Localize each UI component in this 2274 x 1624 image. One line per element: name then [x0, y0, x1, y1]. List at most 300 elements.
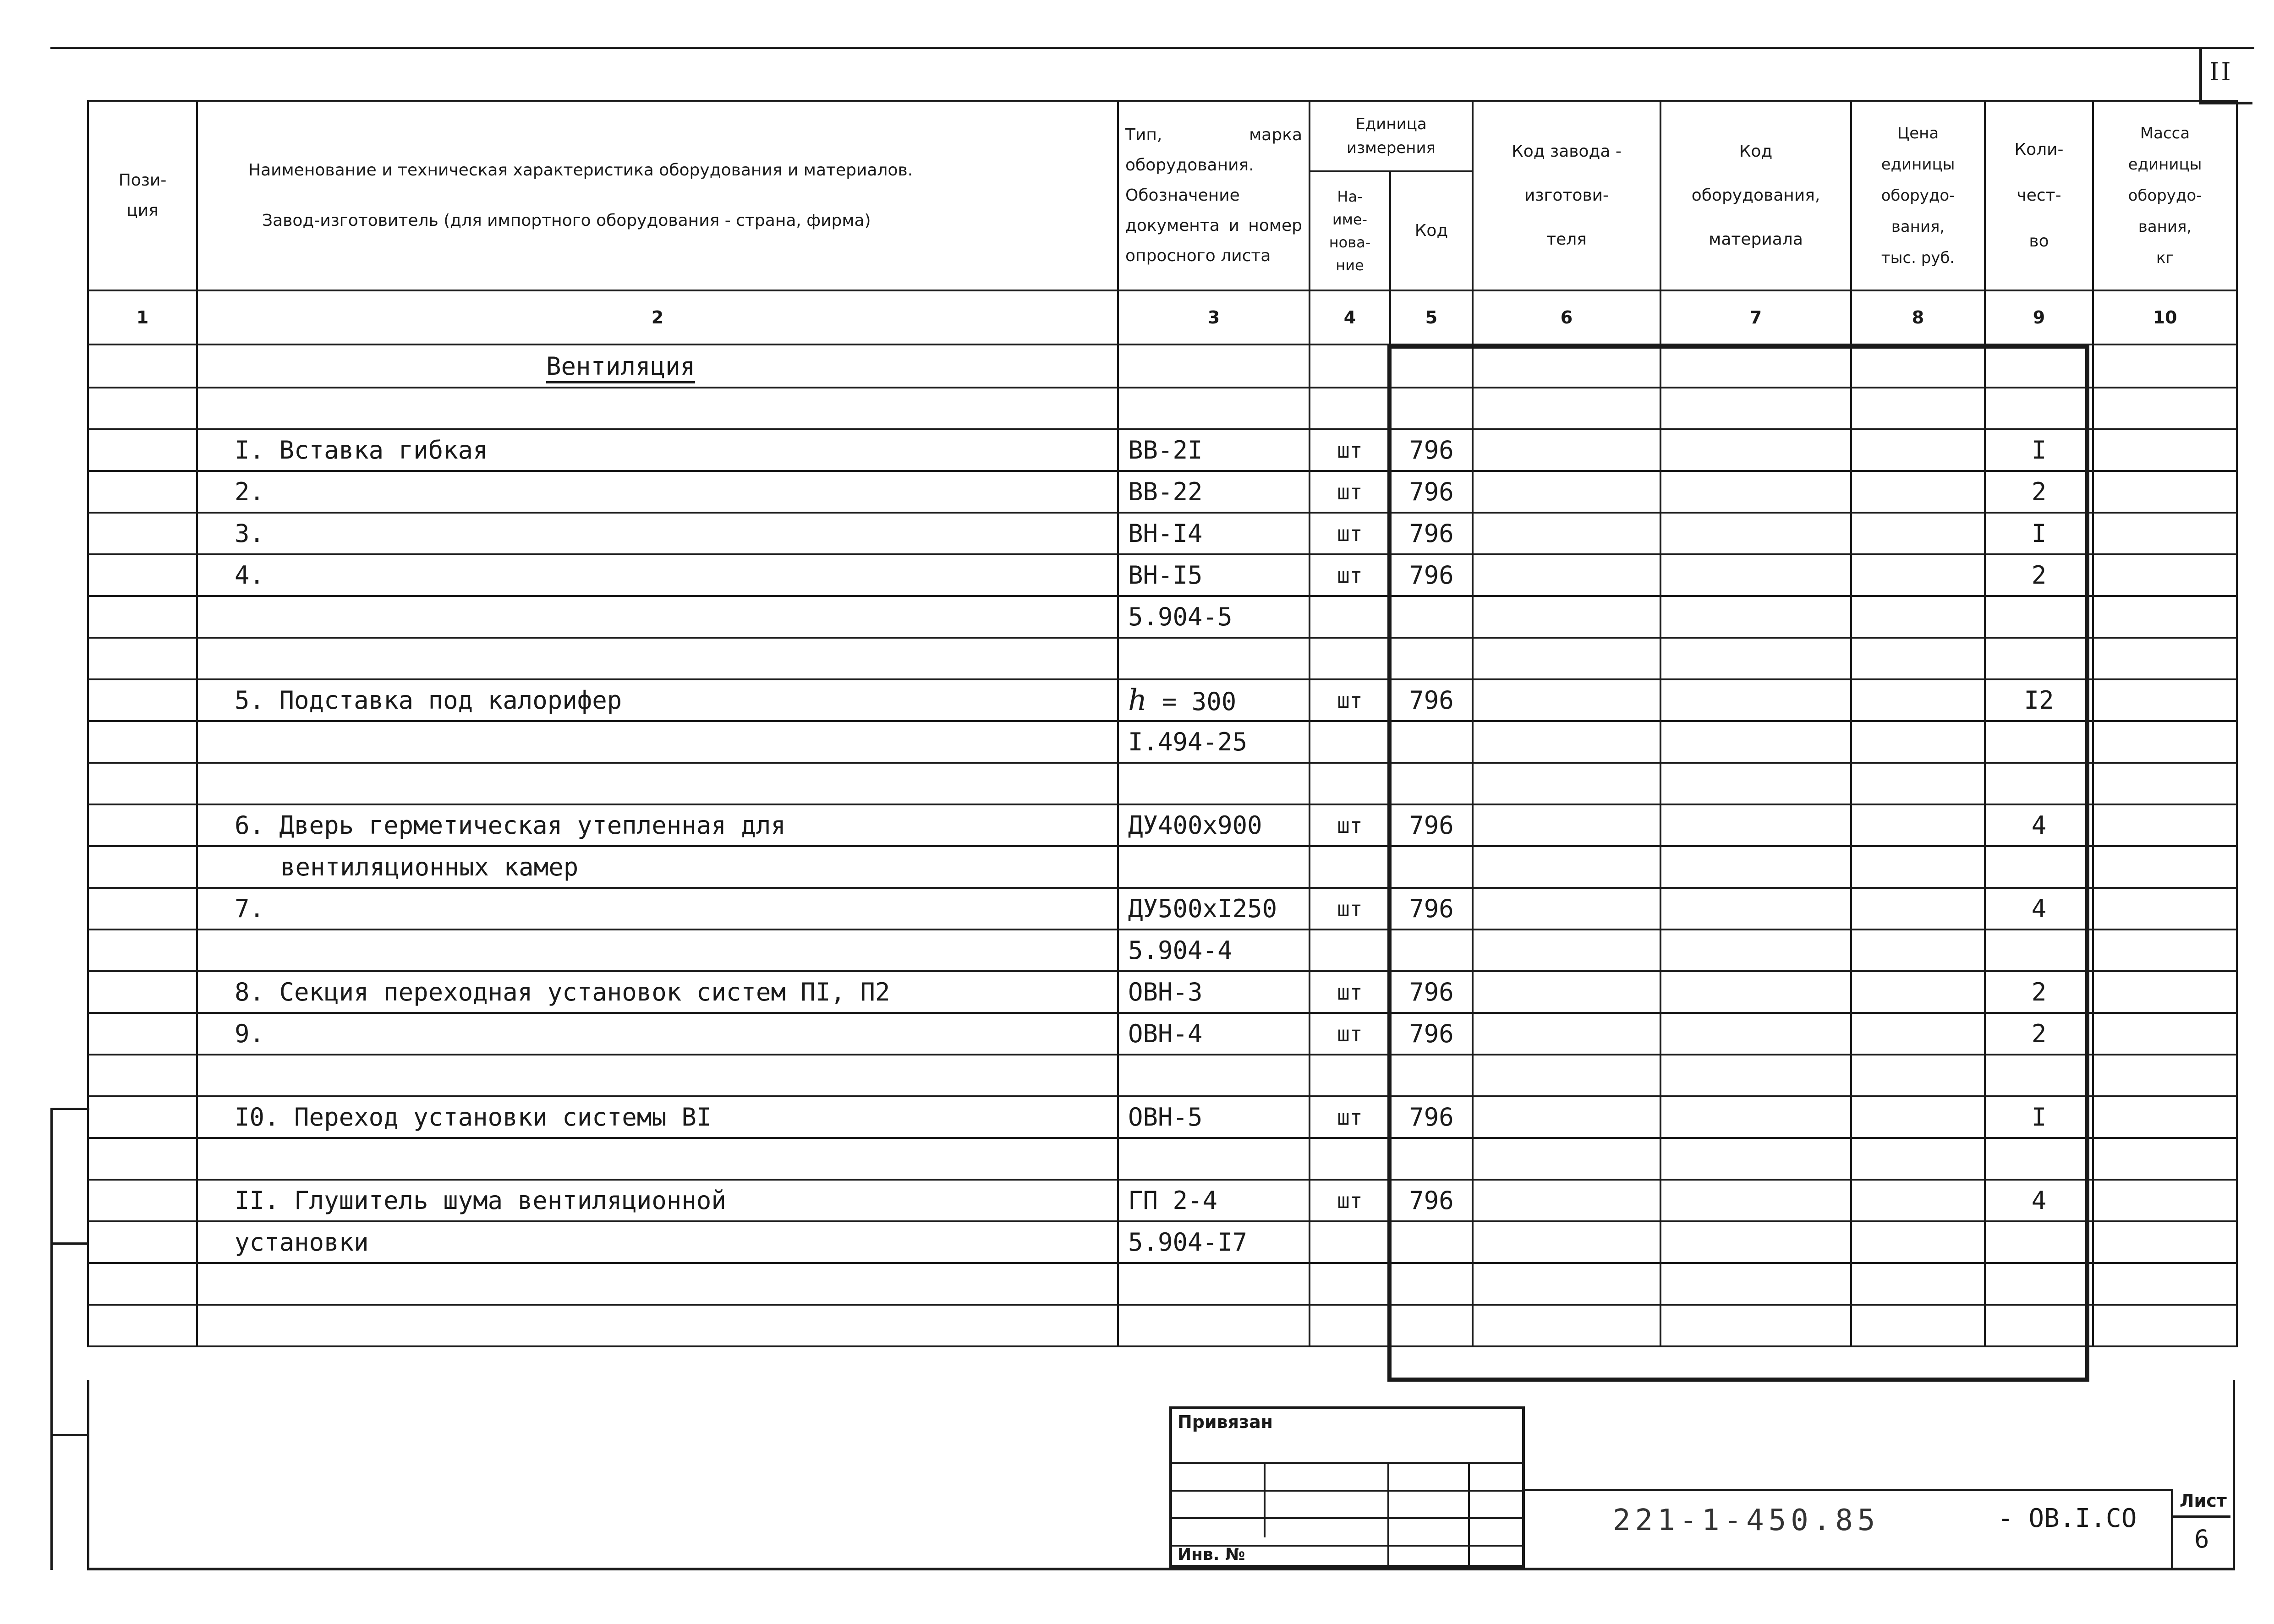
header-mass-text: Масса единицы оборудо- вания, кг — [2128, 124, 2202, 267]
row-position — [88, 513, 197, 554]
row-type: 5.904-I7 — [1118, 1221, 1310, 1263]
header-mass — [2093, 101, 2237, 290]
header-position-text: Пози- ция — [118, 171, 167, 220]
row-quantity — [1985, 1305, 2093, 1346]
column-number-2: 2 — [197, 290, 1118, 344]
header-unit-code: Код — [1390, 171, 1473, 290]
row-equipment-code — [1660, 471, 1851, 513]
row-position — [88, 1180, 197, 1221]
section-heading-pos — [88, 344, 197, 388]
row-factory-code — [1473, 804, 1660, 846]
row-name — [197, 1138, 1118, 1180]
column-number-5: 5 — [1390, 290, 1473, 344]
header-unit-name — [1310, 171, 1390, 290]
row-name — [197, 638, 1118, 679]
row-equipment-code — [1660, 888, 1851, 930]
row-unit — [1310, 638, 1390, 679]
row-quantity: 2 — [1985, 971, 2093, 1013]
row-factory-code — [1473, 596, 1660, 638]
row-mass — [2093, 804, 2237, 846]
sheet-box-divider — [2173, 1515, 2230, 1518]
row-unit-code — [1390, 596, 1473, 638]
row-unit-code — [1390, 846, 1473, 888]
row-quantity: 4 — [1985, 888, 2093, 930]
section-title: Вентиляция — [546, 351, 696, 381]
row-equipment-code — [1660, 679, 1851, 721]
row-type: I.494-25 — [1118, 721, 1310, 763]
row-equipment-code — [1660, 763, 1851, 804]
column-number-7: 7 — [1660, 290, 1851, 344]
row-mass — [2093, 1221, 2237, 1263]
row-type: ОВН-4 — [1118, 1013, 1310, 1055]
row-quantity — [1985, 1138, 2093, 1180]
row-quantity: I — [1985, 429, 2093, 471]
row-name: 7. — [197, 888, 1118, 930]
height-value: = 300 — [1147, 687, 1237, 716]
row-factory-code — [1473, 1221, 1660, 1263]
row-type — [1118, 388, 1310, 429]
row-equipment-code — [1660, 429, 1851, 471]
document-code: - ОВ.I.СО — [1998, 1504, 2137, 1533]
row-factory-code — [1473, 429, 1660, 471]
row-type — [1118, 1305, 1310, 1346]
row-unit-code: 796 — [1390, 471, 1473, 513]
header-equipment-code-text: Код оборудования, материала — [1691, 142, 1820, 249]
row-equipment-code — [1660, 388, 1851, 429]
table-row — [88, 1013, 2237, 1055]
section-heading-type — [1118, 344, 1310, 388]
row-unit-code — [1390, 1055, 1473, 1096]
table-row — [88, 1096, 2237, 1138]
row-price — [1851, 1221, 1985, 1263]
row-position — [88, 471, 197, 513]
header-factory-code-text: Код завода - изготови- теля — [1512, 142, 1622, 249]
row-price — [1851, 888, 1985, 930]
stamp-line — [1264, 1462, 1266, 1537]
row-name — [197, 1055, 1118, 1096]
row-mass — [2093, 471, 2237, 513]
row-unit — [1310, 1138, 1390, 1180]
row-unit-code — [1390, 1305, 1473, 1346]
section-heading-equip — [1660, 344, 1851, 388]
row-mass — [2093, 1096, 2237, 1138]
row-price — [1851, 930, 1985, 971]
row-mass — [2093, 1013, 2237, 1055]
specification-table — [87, 100, 2238, 1347]
row-price — [1851, 1096, 1985, 1138]
row-equipment-code — [1660, 596, 1851, 638]
row-unit-code: 796 — [1390, 679, 1473, 721]
row-type — [1118, 679, 1310, 721]
row-quantity: 2 — [1985, 471, 2093, 513]
row-unit — [1310, 1263, 1390, 1305]
row-unit: шт — [1310, 1096, 1390, 1138]
row-unit — [1310, 1055, 1390, 1096]
row-quantity — [1985, 846, 2093, 888]
row-unit: шт — [1310, 1013, 1390, 1055]
row-unit-code — [1390, 388, 1473, 429]
row-equipment-code — [1660, 1096, 1851, 1138]
row-name: 5. Подставка под калорифер — [197, 679, 1118, 721]
section-heading-factory — [1473, 344, 1660, 388]
row-equipment-code — [1660, 846, 1851, 888]
row-name — [197, 1305, 1118, 1346]
row-unit-code: 796 — [1390, 1096, 1473, 1138]
left-margin-divider — [50, 1434, 87, 1436]
row-type: ВВ-22 — [1118, 471, 1310, 513]
table-row — [88, 1263, 2237, 1305]
row-factory-code — [1473, 513, 1660, 554]
row-quantity: 4 — [1985, 804, 2093, 846]
row-name: II. Глушитель шума вентиляционной — [197, 1180, 1118, 1221]
row-price — [1851, 721, 1985, 763]
binding-stamp — [1169, 1406, 1525, 1568]
row-name — [197, 596, 1118, 638]
row-price — [1851, 1055, 1985, 1096]
row-factory-code — [1473, 554, 1660, 596]
header-price — [1851, 101, 1985, 290]
table-row — [88, 1138, 2237, 1180]
header-quantity — [1985, 101, 2093, 290]
table-row — [88, 721, 2237, 763]
row-factory-code — [1473, 1180, 1660, 1221]
row-unit — [1310, 1305, 1390, 1346]
header-name-line2: Завод-изготовитель (для импортного оборудования - страна, фирма) — [262, 211, 871, 230]
row-mass — [2093, 971, 2237, 1013]
row-position — [88, 1305, 197, 1346]
row-name: 9. — [197, 1013, 1118, 1055]
column-number-10: 10 — [2093, 290, 2237, 344]
row-unit-code: 796 — [1390, 554, 1473, 596]
row-unit: шт — [1310, 429, 1390, 471]
row-price — [1851, 596, 1985, 638]
row-position — [88, 846, 197, 888]
row-quantity — [1985, 596, 2093, 638]
row-type — [1118, 638, 1310, 679]
row-unit-code — [1390, 1263, 1473, 1305]
row-mass — [2093, 888, 2237, 930]
row-mass — [2093, 930, 2237, 971]
row-position — [88, 1221, 197, 1263]
row-factory-code — [1473, 638, 1660, 679]
row-unit-code — [1390, 930, 1473, 971]
table-row — [88, 763, 2237, 804]
row-equipment-code — [1660, 930, 1851, 971]
row-unit-code — [1390, 763, 1473, 804]
table-row — [88, 888, 2237, 930]
row-quantity: I2 — [1985, 679, 2093, 721]
header-equipment-code — [1660, 101, 1851, 290]
section-heading-price — [1851, 344, 1985, 388]
row-type — [1118, 763, 1310, 804]
row-type: ОВН-5 — [1118, 1096, 1310, 1138]
row-position — [88, 804, 197, 846]
row-position — [88, 763, 197, 804]
stamp-line — [1468, 1462, 1470, 1565]
row-factory-code — [1473, 679, 1660, 721]
row-position — [88, 679, 197, 721]
table-row — [88, 804, 2237, 846]
row-quantity: 4 — [1985, 1180, 2093, 1221]
table-row — [88, 1180, 2237, 1221]
table-row — [88, 513, 2237, 554]
row-unit: шт — [1310, 888, 1390, 930]
row-position — [88, 1263, 197, 1305]
row-mass — [2093, 846, 2237, 888]
row-equipment-code — [1660, 513, 1851, 554]
table-row — [88, 930, 2237, 971]
row-equipment-code — [1660, 638, 1851, 679]
row-quantity: 2 — [1985, 554, 2093, 596]
row-price — [1851, 1305, 1985, 1346]
left-margin-divider — [50, 1242, 87, 1245]
row-unit — [1310, 930, 1390, 971]
row-position — [88, 930, 197, 971]
row-mass — [2093, 1180, 2237, 1221]
row-unit — [1310, 763, 1390, 804]
row-name: 6. Дверь герметическая утепленная для — [197, 804, 1118, 846]
row-type: ОВН-3 — [1118, 971, 1310, 1013]
header-unit-name-text: На- име- нова- ние — [1329, 188, 1371, 274]
table-row — [88, 971, 2237, 1013]
row-unit-code — [1390, 1138, 1473, 1180]
row-mass — [2093, 679, 2237, 721]
row-price — [1851, 846, 1985, 888]
row-unit-code: 796 — [1390, 971, 1473, 1013]
row-price — [1851, 1138, 1985, 1180]
row-name: I. Вставка гибкая — [197, 429, 1118, 471]
row-unit-code — [1390, 1221, 1473, 1263]
row-name — [197, 763, 1118, 804]
row-factory-code — [1473, 763, 1660, 804]
row-unit — [1310, 596, 1390, 638]
row-unit: шт — [1310, 679, 1390, 721]
row-equipment-code — [1660, 1221, 1851, 1263]
row-factory-code — [1473, 930, 1660, 971]
row-equipment-code — [1660, 804, 1851, 846]
row-quantity — [1985, 721, 2093, 763]
row-type: ГП 2-4 — [1118, 1180, 1310, 1221]
row-unit: шт — [1310, 554, 1390, 596]
row-factory-code — [1473, 721, 1660, 763]
row-mass — [2093, 1305, 2237, 1346]
column-number-3: 3 — [1118, 290, 1310, 344]
row-mass — [2093, 596, 2237, 638]
row-position — [88, 1096, 197, 1138]
row-type — [1118, 1263, 1310, 1305]
header-name — [197, 101, 1118, 290]
row-name: установки — [197, 1221, 1118, 1263]
row-position — [88, 638, 197, 679]
row-type: ВН-I4 — [1118, 513, 1310, 554]
row-name: 8. Секция переходная установок систем ПI, П2 — [197, 971, 1118, 1013]
table-row — [88, 429, 2237, 471]
row-type: 5.904-4 — [1118, 930, 1310, 971]
column-number-1: 1 — [88, 290, 197, 344]
row-quantity — [1985, 930, 2093, 971]
row-name — [197, 1263, 1118, 1305]
section-heading-row — [88, 344, 2237, 388]
table-row — [88, 638, 2237, 679]
table-row — [88, 1221, 2237, 1263]
row-unit: шт — [1310, 1180, 1390, 1221]
row-unit — [1310, 721, 1390, 763]
row-unit: шт — [1310, 471, 1390, 513]
title-block-area — [87, 1380, 2235, 1570]
table-row — [88, 846, 2237, 888]
row-equipment-code — [1660, 1055, 1851, 1096]
row-unit — [1310, 1221, 1390, 1263]
column-number-row — [88, 290, 2237, 344]
row-position — [88, 1138, 197, 1180]
row-position — [88, 1013, 197, 1055]
row-position — [88, 721, 197, 763]
table-row — [88, 1055, 2237, 1096]
row-mass — [2093, 1055, 2237, 1096]
row-mass — [2093, 554, 2237, 596]
row-price — [1851, 1180, 1985, 1221]
row-unit-code: 796 — [1390, 804, 1473, 846]
row-unit: шт — [1310, 971, 1390, 1013]
row-position — [88, 554, 197, 596]
row-unit: шт — [1310, 804, 1390, 846]
header-name-line1: Наименование и техническая характеристика оборудования и материалов. — [248, 161, 913, 180]
row-equipment-code — [1660, 1180, 1851, 1221]
row-mass — [2093, 763, 2237, 804]
row-quantity — [1985, 763, 2093, 804]
row-type — [1118, 1138, 1310, 1180]
row-name — [197, 930, 1118, 971]
document-number: 221-1-450.85 — [1613, 1504, 1880, 1537]
row-equipment-code — [1660, 1263, 1851, 1305]
row-unit-code: 796 — [1390, 1180, 1473, 1221]
section-heading-unit — [1310, 344, 1390, 388]
row-factory-code — [1473, 1305, 1660, 1346]
top-border-line — [50, 47, 2254, 49]
corner-label: II — [2209, 57, 2233, 86]
column-number-4: 4 — [1310, 290, 1390, 344]
stamp-inventory-label: Инв. № — [1178, 1545, 1245, 1564]
table-row — [88, 471, 2237, 513]
left-margin-box — [50, 1108, 89, 1570]
row-name: I0. Переход установки системы ВI — [197, 1096, 1118, 1138]
row-factory-code — [1473, 1096, 1660, 1138]
row-factory-code — [1473, 471, 1660, 513]
row-price — [1851, 679, 1985, 721]
row-name — [197, 388, 1118, 429]
row-mass — [2093, 513, 2237, 554]
table-row — [88, 554, 2237, 596]
row-price — [1851, 1013, 1985, 1055]
row-mass — [2093, 388, 2237, 429]
table-row — [88, 679, 2237, 721]
row-factory-code — [1473, 1263, 1660, 1305]
row-price — [1851, 804, 1985, 846]
row-price — [1851, 971, 1985, 1013]
row-price — [1851, 471, 1985, 513]
row-quantity — [1985, 1221, 2093, 1263]
row-mass — [2093, 429, 2237, 471]
header-unit-group: Единица измерения — [1310, 101, 1473, 171]
row-type: ВН-I5 — [1118, 554, 1310, 596]
row-type: ДУ500хI250 — [1118, 888, 1310, 930]
row-mass — [2093, 721, 2237, 763]
table-row — [88, 1305, 2237, 1346]
header-position — [88, 101, 197, 290]
row-name — [197, 721, 1118, 763]
title-block-line — [1525, 1489, 2171, 1491]
row-equipment-code — [1660, 721, 1851, 763]
row-equipment-code — [1660, 1305, 1851, 1346]
row-quantity: I — [1985, 513, 2093, 554]
row-position — [88, 971, 197, 1013]
column-number-8: 8 — [1851, 290, 1985, 344]
sheet-number: 6 — [2194, 1525, 2209, 1553]
section-heading-mass — [2093, 344, 2237, 388]
sheet-number-box — [2171, 1489, 2230, 1568]
row-unit-code: 796 — [1390, 1013, 1473, 1055]
row-unit-code: 796 — [1390, 429, 1473, 471]
row-position — [88, 1055, 197, 1096]
row-name: 2. — [197, 471, 1118, 513]
row-factory-code — [1473, 1138, 1660, 1180]
row-type: 5.904-5 — [1118, 596, 1310, 638]
row-factory-code — [1473, 388, 1660, 429]
row-unit: шт — [1310, 513, 1390, 554]
row-quantity — [1985, 388, 2093, 429]
row-price — [1851, 388, 1985, 429]
row-unit-code — [1390, 638, 1473, 679]
height-variable: h — [1128, 683, 1147, 717]
row-position — [88, 596, 197, 638]
row-quantity: I — [1985, 1096, 2093, 1138]
row-name: 3. — [197, 513, 1118, 554]
stamp-title: Привязан — [1178, 1412, 1273, 1432]
row-quantity: 2 — [1985, 1013, 2093, 1055]
column-number-9: 9 — [1985, 290, 2093, 344]
row-equipment-code — [1660, 1138, 1851, 1180]
row-unit-code: 796 — [1390, 888, 1473, 930]
row-mass — [2093, 638, 2237, 679]
row-unit — [1310, 388, 1390, 429]
sheet-label: Лист — [2180, 1491, 2227, 1511]
section-heading-code — [1390, 344, 1473, 388]
row-type: ВВ-2I — [1118, 429, 1310, 471]
row-price — [1851, 429, 1985, 471]
row-factory-code — [1473, 971, 1660, 1013]
row-type: ДУ400х900 — [1118, 804, 1310, 846]
row-quantity — [1985, 1263, 2093, 1305]
row-position — [88, 388, 197, 429]
row-price — [1851, 554, 1985, 596]
row-unit — [1310, 846, 1390, 888]
header-type: Тип, марка оборудования. Обозначение документа и номер опросного листа — [1118, 101, 1310, 290]
row-factory-code — [1473, 888, 1660, 930]
row-equipment-code — [1660, 1013, 1851, 1055]
row-mass — [2093, 1138, 2237, 1180]
section-heading-qty — [1985, 344, 2093, 388]
row-equipment-code — [1660, 971, 1851, 1013]
header-price-text: Цена единицы оборудо- вания, тыс. руб. — [1881, 124, 1955, 267]
row-mass — [2093, 1263, 2237, 1305]
row-unit-code — [1390, 721, 1473, 763]
row-name: вентиляционных камер — [197, 846, 1118, 888]
header-quantity-text: Коли- чест- во — [2014, 140, 2064, 251]
row-factory-code — [1473, 1013, 1660, 1055]
row-position — [88, 429, 197, 471]
row-factory-code — [1473, 1055, 1660, 1096]
row-factory-code — [1473, 846, 1660, 888]
